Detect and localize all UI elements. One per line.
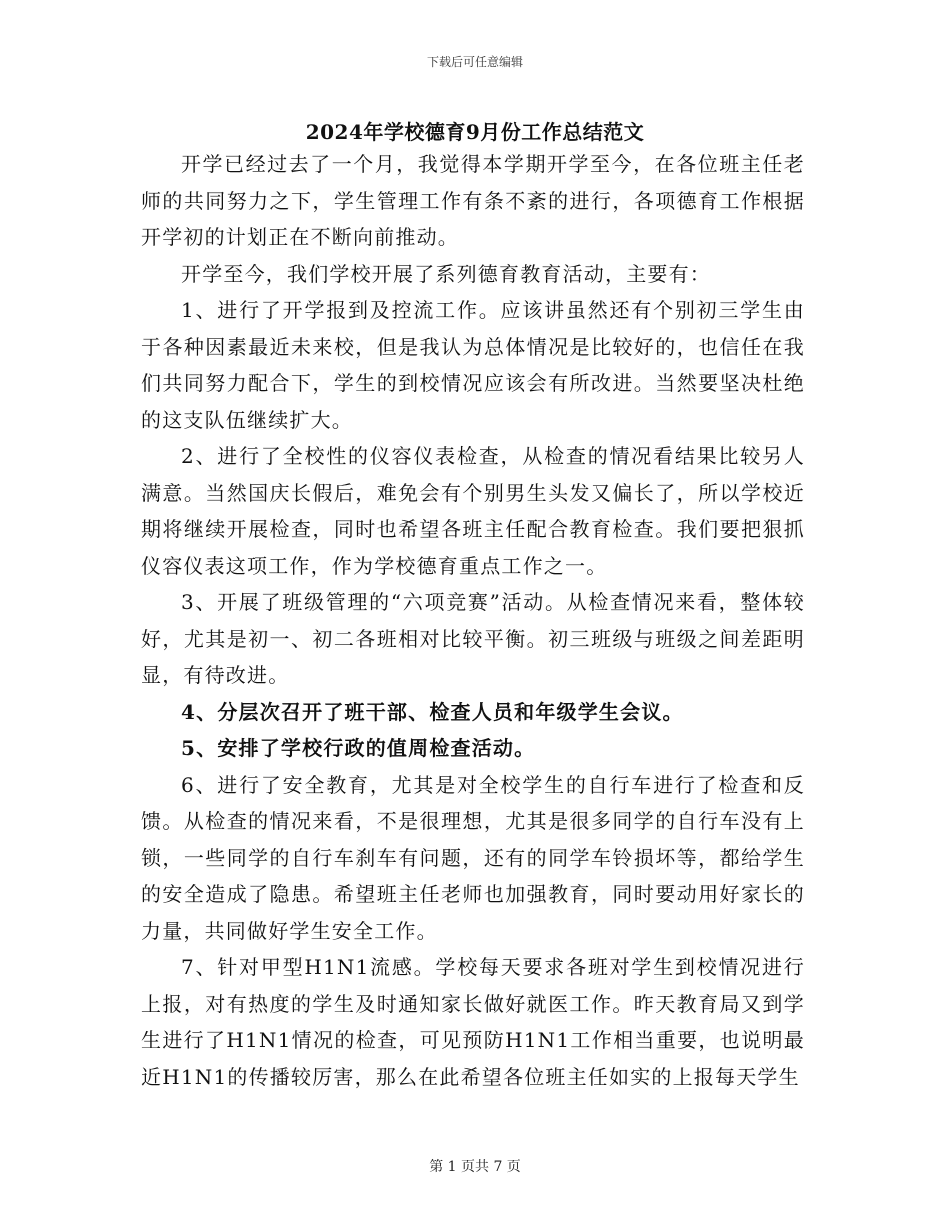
document-body: [141, 146, 805, 1095]
paragraph-item-5: 5、安排了学校行政的值周检查活动。: [181, 736, 536, 760]
paragraph-item-7: 7、针对甲型H1N1流感。学校每天要求各班对学生到校情况进行上报，对有热度的学生及时通知家长做好就医工作。昨天教育局又到学生进行了H1N1情况的检查，可见预防H1N1工作相当重要，也说明最近H1N1的传播较厉害，那么在此希望各位班主任如实的上报每天学生: [141, 955, 805, 1089]
header-note: 下载后可任意编辑: [426, 55, 523, 69]
paragraph-item-1: 1、进行了开学报到及控流工作。应该讲虽然还有个别初三学生由于各种因素最近未来校，但是我认为总体情况是比较好的，也信任在我们共同努力配合下，学生的到校情况应该会有所改进。当然要坚决杜绝的这支队伍继续扩大。: [141, 298, 805, 432]
paragraph-item-6: 6、进行了安全教育，尤其是对全校学生的自行车进行了检查和反馈。从检查的情况来看，不是很理想，尤其是很多同学的自行车没有上锁，一些同学的自行车刹车有问题，还有的同学车铃损坏等，都给学生的安全造成了隐患。希望班主任老师也加强教育，同时要动用好家长的力量，共同做好学生安全工作。: [141, 772, 805, 943]
paragraph-item-3: 3、开展了班级管理的“六项竞赛”活动。从检查情况来看，整体较好，尤其是初一、初二各班相对比较平衡。初三班级与班级之间差距明显，有待改进。: [141, 590, 805, 687]
paragraph-item-2: 2、进行了全校性的仪容仪表检查，从检查的情况看结果比较另人满意。当然国庆长假后，难免会有个别男生头发又偏长了，所以学校近期将继续开展检查，同时也希望各班主任配合教育检查。我们要把狠抓仪容仪表这项工作，作为学校德育重点工作之一。: [141, 444, 805, 578]
paragraph-intro: 开学已经过去了一个月，我觉得本学期开学至今，在各位班主任老师的共同努力之下，学生管理工作有条不紊的进行，各项德育工作根据开学初的计划正在不断向前推动。: [141, 152, 805, 249]
paragraph-activities-intro: 开学至今，我们学校开展了系列德育教育活动，主要有：: [181, 261, 711, 286]
paragraph-item-4: 4、分层次召开了班干部、检查人员和年级学生会议。: [181, 699, 684, 724]
page-footer: 第 1 页共 7 页: [429, 1159, 521, 1175]
document-title: 2024年学校德育9月份工作总结范文: [305, 120, 645, 144]
